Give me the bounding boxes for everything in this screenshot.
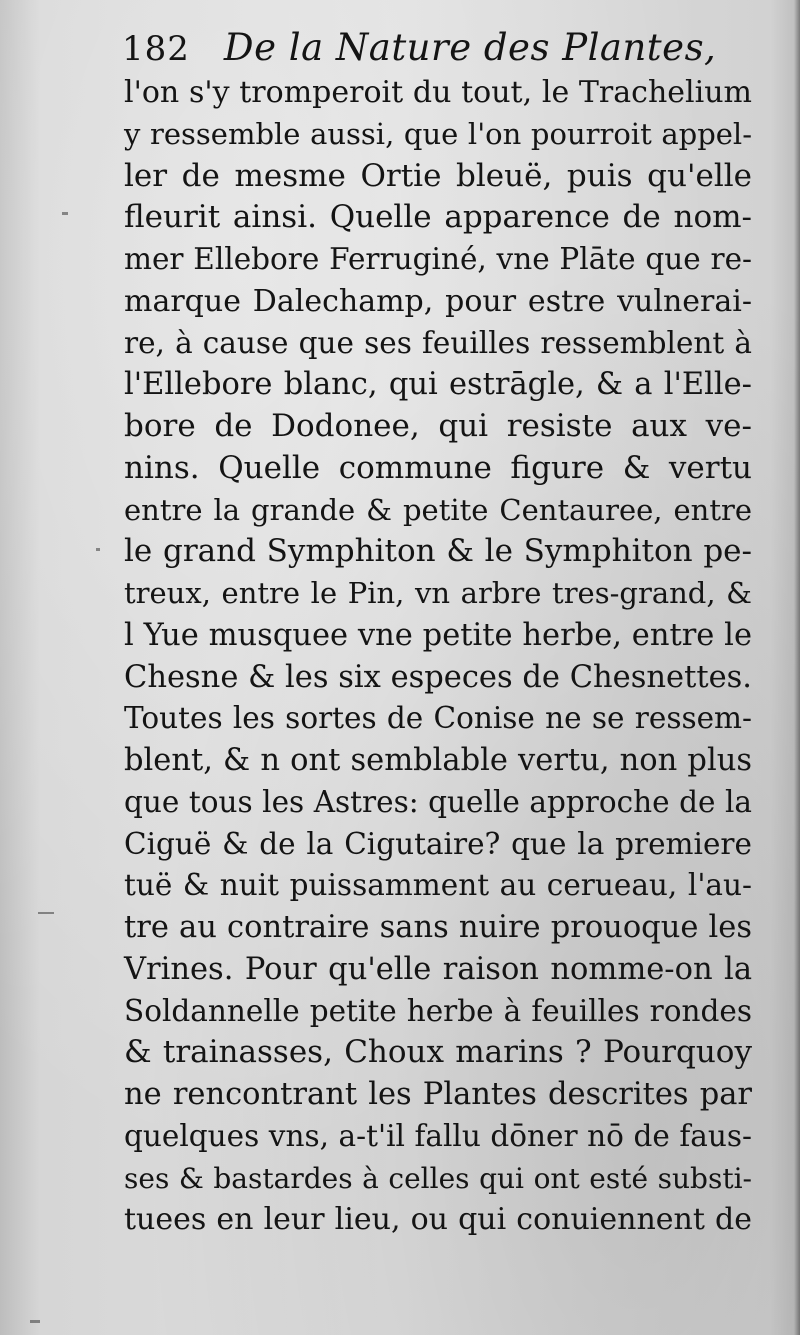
text-line: ses & bastardes à celles qui ont esté substi-	[124, 1161, 752, 1195]
running-header	[122, 26, 762, 74]
body-text	[124, 72, 752, 1241]
running-title: De la Nature des Plantes,	[223, 26, 717, 69]
page-edge-shadow	[794, 0, 800, 1335]
text-line: Soldannelle petite herbe à feuilles rondes	[124, 993, 752, 1028]
margin-mark	[96, 548, 100, 551]
text-line: bore de Dodonee, qui resiste aux ve-	[124, 408, 752, 444]
margin-mark	[30, 1320, 40, 1323]
margin-mark	[38, 912, 54, 914]
text-line: tre au contraire sans nuire prouoque les	[124, 910, 752, 945]
margin-mark	[62, 212, 68, 215]
text-line: quelques vns, a-t'il fallu dōner nō de faus-	[124, 1118, 752, 1153]
text-line: y ressemble aussi, que l'on pourroit appel-	[124, 116, 752, 151]
text-line: le grand Symphiton & le Symphiton pe-	[124, 533, 752, 570]
text-line: tuees en leur lieu, ou qui conuiennent de	[124, 1202, 752, 1238]
text-line: entre la grande & petite Centauree, entre	[124, 492, 752, 527]
text-line: Toutes les sortes de Conise ne se ressem-	[124, 701, 752, 736]
text-line: ne rencontrant les Plantes descrites par	[124, 1077, 752, 1112]
text-line: fleurit ainsi. Quelle apparence de nom-	[124, 199, 752, 236]
text-line: treux, entre le Pin, vn arbre tres-grand, &	[124, 576, 752, 610]
text-line: Ciguë & de la Cigutaire? que la premiere	[124, 826, 752, 861]
text-line: Vrines. Pour qu'elle raison nomme-on la	[124, 951, 752, 987]
text-line: mer Ellebore Ferruginé, vne Plāte que re-	[124, 242, 752, 276]
text-line: blent, & n ont semblable vertu, non plus	[124, 743, 752, 778]
page-number: 182	[122, 29, 190, 69]
text-line: l'on s'y tromperoit du tout, le Trachelium	[124, 75, 752, 110]
text-line: l Yue musquee vne petite herbe, entre le	[124, 617, 752, 653]
text-line: l'Ellebore blanc, qui estrāgle, & a l'Elle-	[124, 367, 752, 403]
text-line: Chesne & les six especes de Chesnettes.	[124, 659, 752, 695]
text-line: re, à cause que ses feuilles ressemblent à	[124, 325, 752, 360]
text-line: que tous les Astres: quelle approche de la	[124, 784, 752, 819]
text-line: tuë & nuit puissamment au cerueau, l'au-	[124, 868, 752, 903]
text-line: nins. Quelle commune figure & vertu	[124, 449, 752, 486]
text-line: ler de mesme Ortie bleuë, puis qu'elle	[124, 157, 752, 194]
text-line: marque Dalechamp, pour estre vulnerai-	[124, 283, 752, 319]
text-line: & trainasses, Choux marins ? Pourquoy	[124, 1034, 752, 1071]
